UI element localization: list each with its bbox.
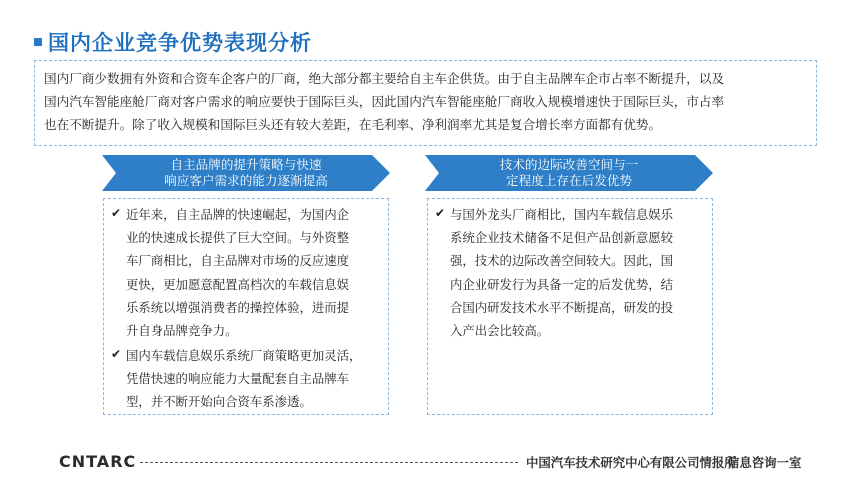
left-bullet-2 [126,344,361,414]
check-icon: ✔ [435,206,446,220]
bullet-line: 合国内研发技术水平不断提高，研发的投 [450,299,674,315]
bullet-line: 凭借快速的响应能力大量配套自主品牌车 [126,371,350,387]
bullet-line: 乐系统以增强消费者的操控体验，进而提 [126,299,350,315]
footer-department: 信息咨询一室 [727,455,802,470]
page-title: 国内企业竞争优势表现分析 [48,31,312,55]
bullet-line: 与国外龙头厂商相比，国内车载信息娱乐 [450,207,674,222]
right-card-heading-text: 技术的边际改善空间与一 定程度上存在后发优势 [499,157,639,188]
summary-line: 也在不断提升。除了收入规模和国际巨头还有较大差距，在毛利率、净利润率尤其是复合增长率方面都有优势。 [44,117,662,132]
bullet-line: 升自身品牌竞争力。 [126,323,238,339]
bullet-line: 型，并不断开始向合资车系渗透。 [126,394,312,410]
left-card-heading-text: 自主品牌的提升策略与快速 响应客户需求的能力逐渐提高 [164,157,328,188]
bullet-line: 国内车载信息娱乐系统厂商策略更加灵活， [126,348,362,363]
bullet-line: 车厂商相比，自主品牌对市场的反应速度 [126,253,350,269]
left-bullet-1 [126,203,349,342]
bullet-line: 入产出会比较高。 [450,323,550,339]
bullet-line: 近年来，自主品牌的快速崛起，为国内企 [126,207,350,222]
bullet-line: 内企业研发行为具备一定的后发优势，结 [450,276,674,292]
right-bullet-1 [450,203,673,342]
summary-line: 国内厂商少数拥有外资和合资车企客户的厂商，绝大部分都主要给自主车企供货。由于自主品牌车企市占率不断提升，以及 [44,71,725,86]
left-card-panel [103,198,389,415]
summary-box [34,60,817,146]
footer-organization: 中国汽车技术研究中心有限公司情报所 [526,455,737,470]
title-marker [34,38,42,46]
right-card-panel [427,198,713,415]
footer-logo: CNTARC [59,452,137,471]
check-icon: ✔ [111,347,122,361]
footer-divider [140,462,518,463]
bullet-line: 系统企业技术储备不足但产品创新意愿较 [450,230,674,246]
bullet-line: 强，技术的边际改善空间较大。因此，国 [450,253,674,269]
bullet-line: 更快，更加愿意配置高档次的车载信息娱 [126,276,350,292]
check-icon: ✔ [111,206,122,220]
left-card-heading [102,155,390,191]
right-card-heading [425,155,713,191]
summary-line: 国内汽车智能座舱厂商对客户需求的响应要快于国际巨头，因此国内汽车智能座舱厂商收入规模增速快于国际巨头，市占率 [44,94,725,109]
bullet-line: 业的快速成长提供了巨大空间。与外资整 [126,230,350,246]
